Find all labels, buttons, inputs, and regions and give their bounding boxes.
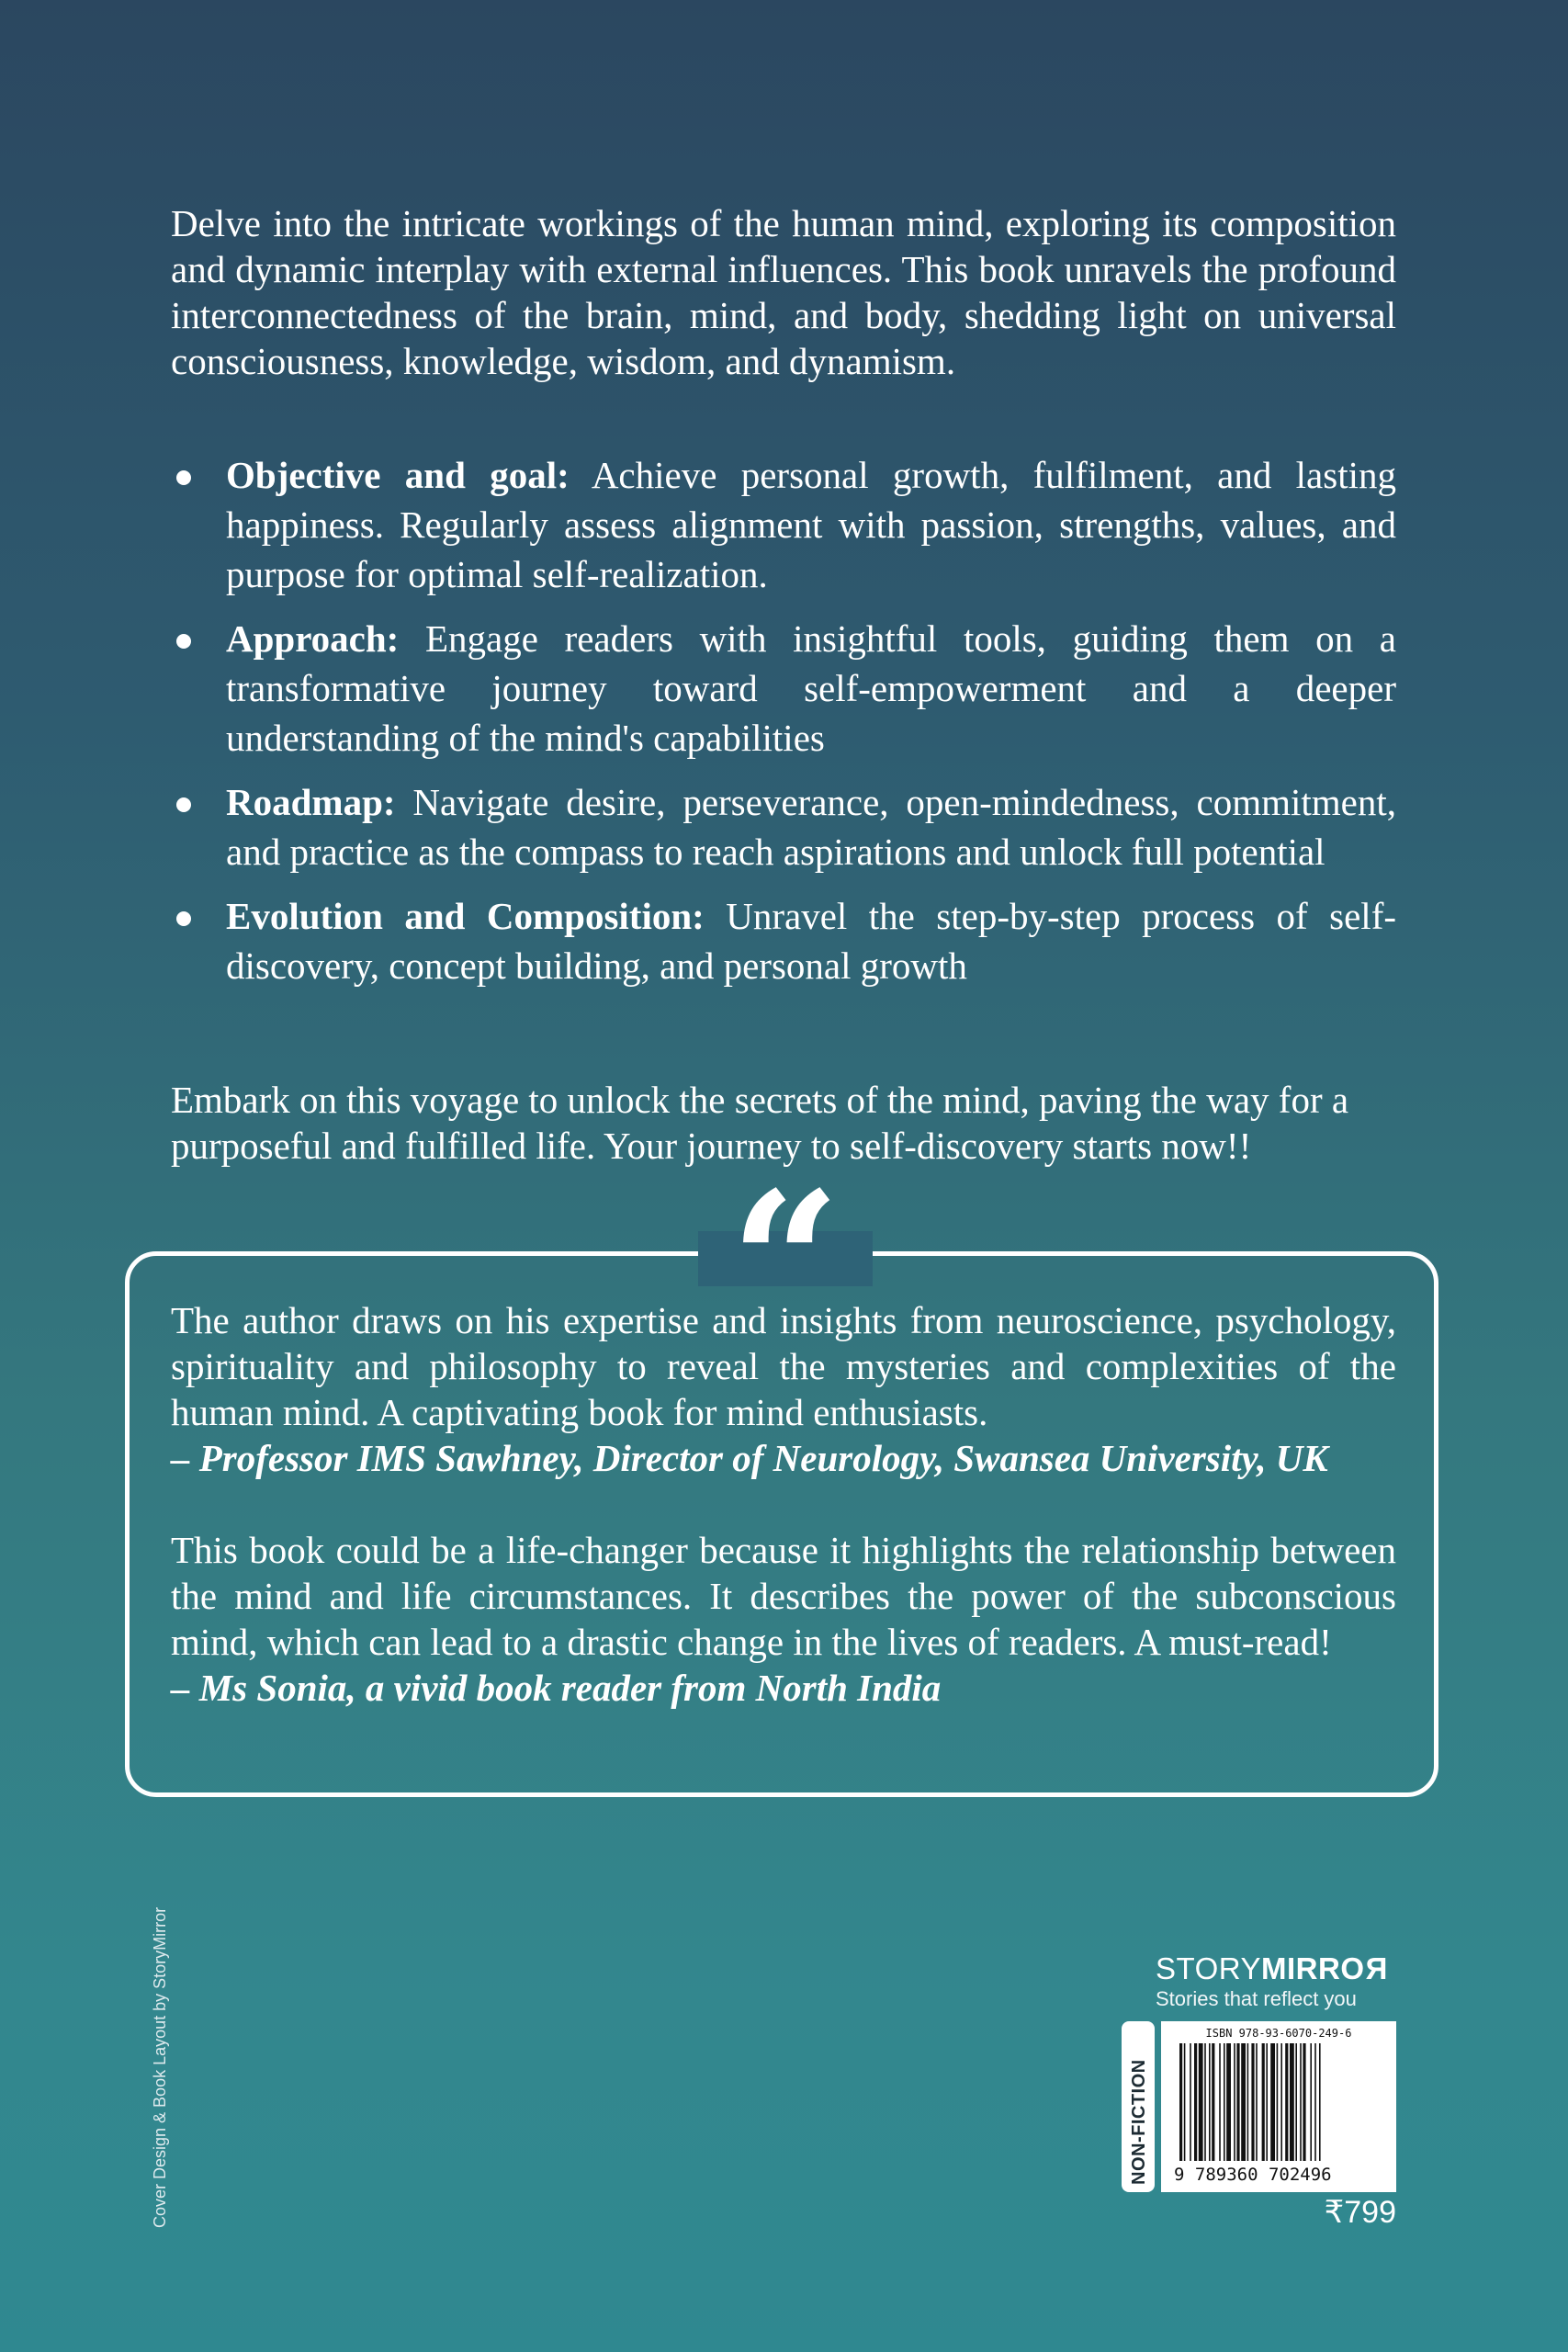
bullet-dot-icon bbox=[176, 634, 191, 649]
bullet-dot-icon bbox=[176, 797, 191, 812]
genre-tab bbox=[1122, 2021, 1155, 2192]
list-item bbox=[171, 777, 1396, 876]
testimonial-quote: This book could be a life-changer because it highlights the relationship between the mind and life circumstances. It describes the power of the subconscious mind, which can lead to a drastic change in the lives of readers. A must-read! bbox=[171, 1529, 1396, 1663]
feature-list bbox=[171, 450, 1396, 1005]
testimonial-quote: The author draws on his expertise and insights from neuroscience, psychology, spirituality and philosophy to reveal the mysteries and complexities of the human mind. A captivating book for mind enthusiasts. bbox=[171, 1299, 1396, 1433]
quote-mark-icon: “ bbox=[729, 1149, 841, 1376]
barcode-bars-icon bbox=[1179, 2043, 1378, 2163]
closing-paragraph: Embark on this voyage to unlock the secrets of the mind, paving the way for a purposeful and fulfilled life. Your journey to self-discovery starts now!! bbox=[171, 1079, 1349, 1167]
bullet-dot-icon bbox=[176, 470, 191, 485]
testimonials bbox=[171, 1297, 1396, 1711]
logo-text-mirrored-r: R bbox=[1364, 1951, 1387, 1985]
bullet-label: Roadmap: bbox=[226, 781, 396, 823]
testimonial-attribution: – Ms Sonia, a vivid book reader from North India bbox=[171, 1667, 942, 1709]
price: ₹799 bbox=[1324, 2195, 1396, 2230]
logo-text-mirror: MIRRO bbox=[1261, 1951, 1365, 1985]
list-item bbox=[171, 614, 1396, 763]
bullet-text: Achieve personal growth, fulfilment, and lasting happiness. Regularly assess alignment with passion, strengths, values, and purpose for optimal self-realization. bbox=[226, 454, 1396, 595]
bullet-label: Evolution and Composition: bbox=[226, 895, 705, 937]
design-credit: Cover Design & Book Layout by StoryMirror bbox=[151, 1906, 169, 2228]
isbn-label: ISBN 978-93-6070-249-6 bbox=[1205, 2027, 1352, 2040]
testimonial-1 bbox=[171, 1297, 1396, 1481]
isbn-barcode bbox=[1161, 2021, 1396, 2192]
genre-label: NON-FICTION bbox=[1129, 2059, 1149, 2185]
publisher-tagline: Stories that reflect you bbox=[1156, 1987, 1357, 2010]
list-item bbox=[171, 450, 1396, 599]
list-item bbox=[171, 891, 1396, 990]
logo-text-story: STORY bbox=[1156, 1951, 1261, 1985]
testimonial-2 bbox=[171, 1527, 1396, 1711]
bullet-text: Navigate desire, perseverance, open-mindedness, commitment, and practice as the compass to reach aspirations and unlock full potential bbox=[226, 781, 1396, 873]
barcode-number: 9 789360 702496 bbox=[1174, 2165, 1332, 2185]
bullet-label: Approach: bbox=[226, 617, 400, 660]
publisher-logo bbox=[1156, 1951, 1396, 1986]
bullet-text: Unravel the step-by-step process of self-discovery, concept building, and personal growth bbox=[226, 895, 1397, 987]
bullet-dot-icon bbox=[176, 911, 191, 926]
testimonial-attribution: – Professor IMS Sawhney, Director of Neurology, Swansea University, UK bbox=[171, 1437, 1328, 1479]
publisher-brand bbox=[1156, 1951, 1396, 2012]
intro-paragraph: Delve into the intricate workings of the human mind, exploring its composition and dynamic interplay with external influences. This book unravels the profound interconnectedness of the brain, mind, and body, shedding light on universal consciousness, knowledge, wisdom, and dynamism. bbox=[171, 202, 1396, 382]
bullet-label: Objective and goal: bbox=[226, 454, 570, 496]
bullet-text: Engage readers with insightful tools, guiding them on a transformative journey toward self-empowerment and a deeper understanding of the mind's capabilities bbox=[226, 617, 1396, 759]
